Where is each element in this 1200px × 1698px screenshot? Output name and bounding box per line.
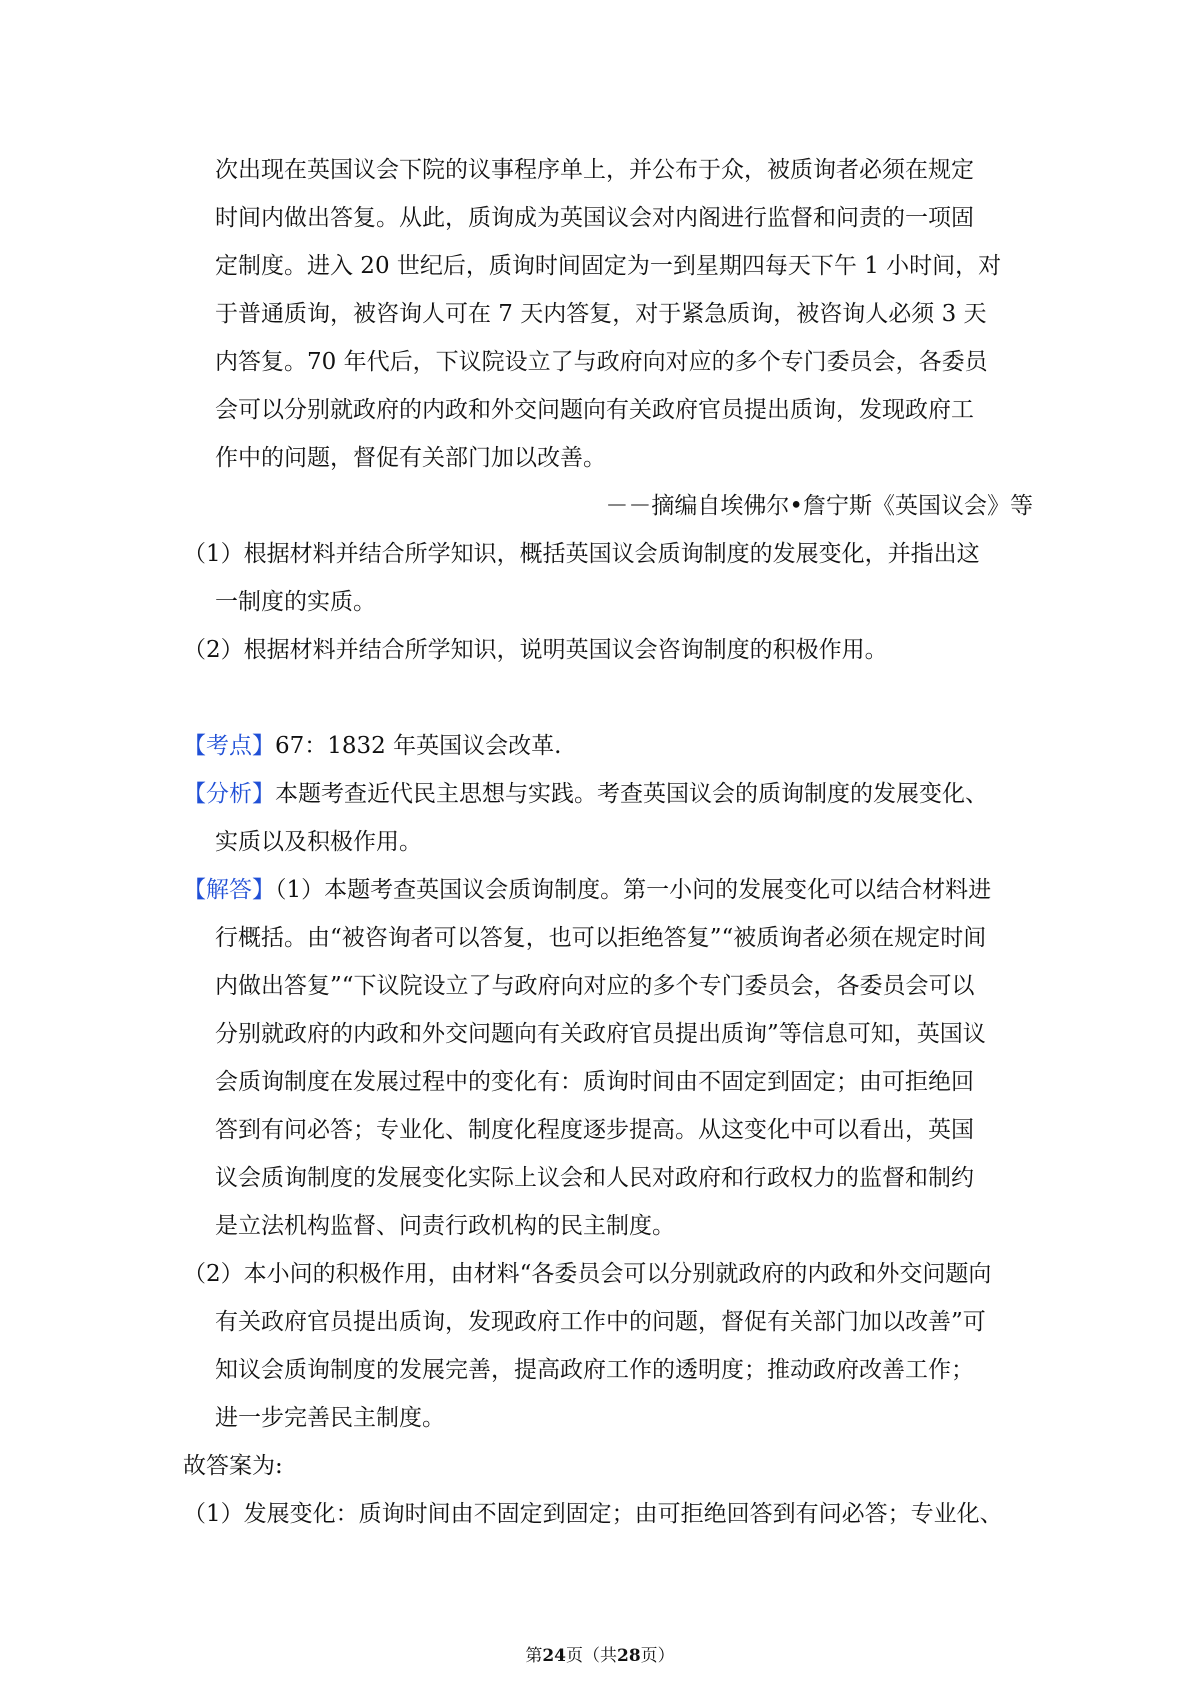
answer-line-1: （1）发展变化：质询时间由不固定到固定；由可拒绝回答到有问必答；专业化、 xyxy=(183,1501,1003,1527)
question-1-continued: 一制度的实质。 xyxy=(215,589,376,615)
page-footer xyxy=(0,1644,1200,1668)
material-line: 于普通质询，被咨询人可在 7 天内答复，对于紧急质询，被咨询人必须 3 天 xyxy=(215,301,987,327)
jieda-part2-first: （2）本小问的积极作用，由材料“各委员会可以分别就政府的内政和外交问题向 xyxy=(183,1261,992,1287)
jieda-part2-line: 有关政府官员提出质询，发现政府工作中的问题，督促有关部门加以改善”可 xyxy=(215,1309,986,1335)
material-line: 内答复。70 年代后，下议院设立了与政府向对应的多个专门委员会，各委员 xyxy=(215,349,988,375)
material-line: 作中的问题，督促有关部门加以改善。 xyxy=(215,445,606,471)
footer-suffix: 页） xyxy=(640,1646,675,1666)
jieda-line: 行概括。由“被咨询者可以答复，也可以拒绝答复”“被质询者必须在规定时间 xyxy=(215,925,987,951)
jieda-line: 会质询制度在发展过程中的变化有：质询时间由不固定到固定；由可拒绝回 xyxy=(215,1069,974,1095)
jieda-line: 分别就政府的内政和外交问题向有关政府官员提出质询”等信息可知，英国议 xyxy=(215,1021,986,1047)
fenxi-text-continued: 实质以及积极作用。 xyxy=(215,829,422,855)
footer-prefix: 第 xyxy=(525,1646,543,1666)
material-line: 会可以分别就政府的内政和外交问题向有关政府官员提出质询，发现政府工 xyxy=(215,397,974,423)
jieda-line: 议会质询制度的发展变化实际上议会和人民对政府和行政权力的监督和制约 xyxy=(215,1165,974,1191)
jieda-line: 答到有问必答；专业化、制度化程度逐步提高。从这变化中可以看出，英国 xyxy=(215,1117,974,1143)
jieda-tag: 【解答】 xyxy=(183,877,275,903)
answer-lead: 故答案为: xyxy=(183,1453,283,1479)
jieda-section xyxy=(183,866,1033,1442)
jieda-line: 是立法机构监督、问责行政机构的民主制度。 xyxy=(215,1213,675,1239)
material-line: 时间内做出答复。从此，质询成为英国议会对内阁进行监督和问责的一项固 xyxy=(215,205,974,231)
spacer xyxy=(183,674,1033,722)
fenxi-text: 本题考查近代民主思想与实践。考查英国议会的质询制度的发展变化、 xyxy=(275,781,988,807)
fenxi-tag: 【分析】 xyxy=(183,781,275,807)
jieda-line: 内做出答复”“下议院设立了与政府向对应的多个专门委员会，各委员会可以 xyxy=(215,973,975,999)
answer-section xyxy=(183,1442,1033,1538)
footer-page-number: 24 xyxy=(542,1646,566,1666)
jieda-text: （1）本题考查英国议会质询制度。第一小问的发展变化可以结合材料进 xyxy=(275,877,992,903)
kaodian-tag: 【考点】 xyxy=(183,733,275,759)
question-1: （1）根据材料并结合所学知识，概括英国议会质询制度的发展变化，并指出这 xyxy=(183,541,980,567)
jieda-part2-line: 知议会质询制度的发展完善，提高政府工作的透明度；推动政府改善工作； xyxy=(215,1357,974,1383)
material-line: 次出现在英国议会下院的议事程序单上，并公布于众，被质询者必须在规定 xyxy=(215,157,974,183)
kaodian-text: 67：1832 年英国议会改革. xyxy=(275,733,562,759)
fenxi-section xyxy=(183,770,1033,866)
questions-block xyxy=(183,530,1033,674)
material-block xyxy=(183,146,1033,530)
kaodian-section xyxy=(183,722,1033,770)
footer-total-pages: 28 xyxy=(617,1646,641,1666)
page-content xyxy=(183,146,1033,1538)
material-source: －－摘编自埃佛尔•詹宁斯《英国议会》等 xyxy=(605,493,1033,519)
jieda-part2-line: 进一步完善民主制度。 xyxy=(215,1405,445,1431)
question-2: （2）根据材料并结合所学知识，说明英国议会咨询制度的积极作用。 xyxy=(183,637,888,663)
footer-mid: 页（共 xyxy=(566,1646,617,1666)
material-line: 定制度。进入 20 世纪后，质询时间固定为一到星期四每天下午 1 小时间，对 xyxy=(215,253,1002,279)
